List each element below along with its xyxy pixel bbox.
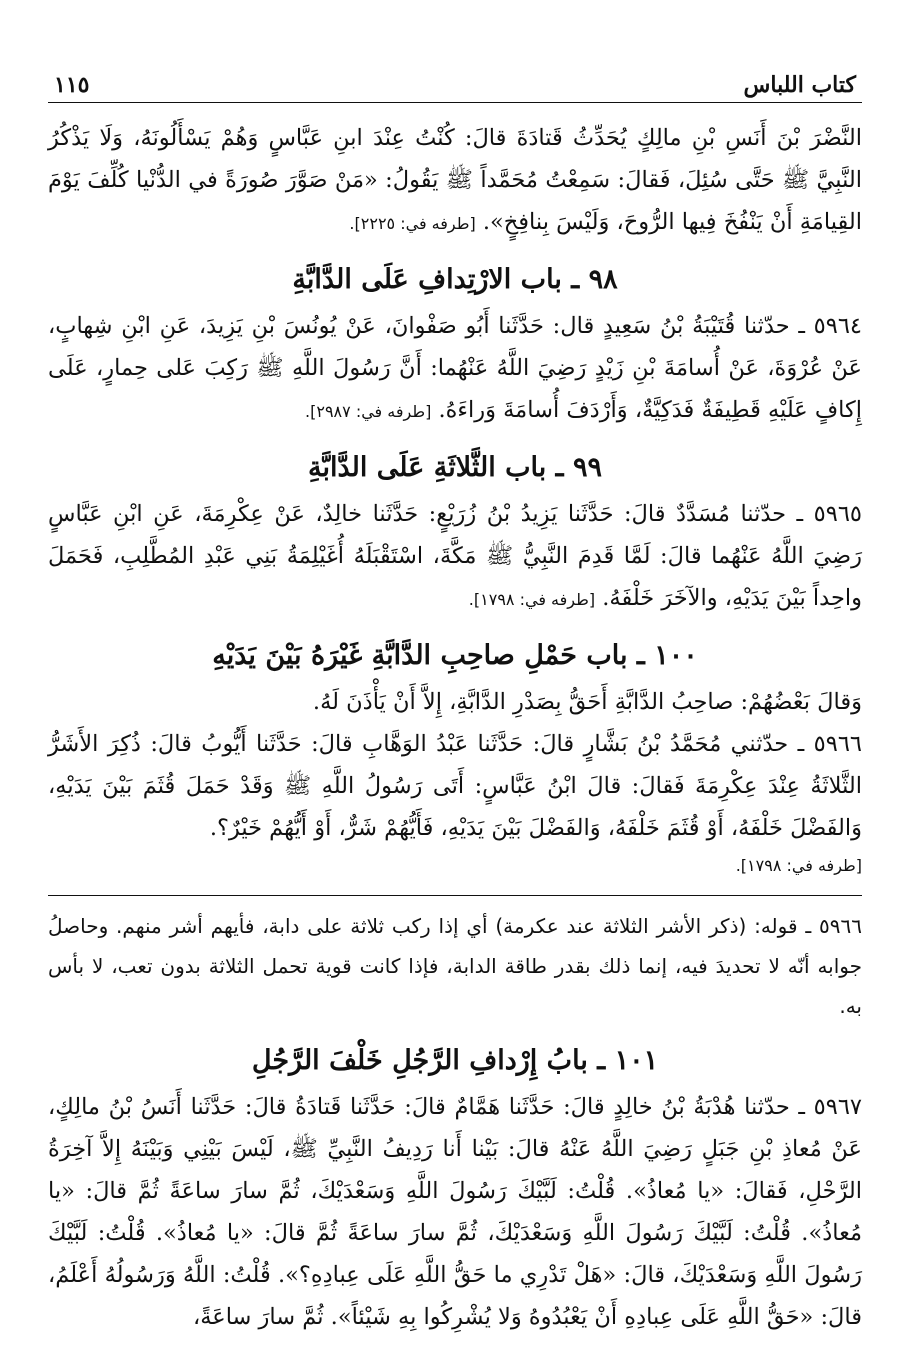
cross-reference: [طرفه في: ١٧٩٨]. [735, 856, 862, 875]
cross-reference: [طرفه في: ١٧٩٨]. [468, 590, 596, 609]
chapter-heading-101: ١٠١ ـ بابُ إِرْدافِ الرَّجُلِ خَلْفَ الرَّجُلِ [251, 1045, 659, 1076]
hadith-5967: ٥٩٦٧ ـ حدّثنا هُدْبَةُ بْنُ خالِدٍ قالَ: حَدَّثَنا هَمَّامٌ قالَ: حَدَّثَنا قَتادَةُ قالَ: حَدَّثَنا أَنَسُ بْنُ مالِكٍ، عَنْ مُعاذِ بْنِ جَبَلٍ رَضِيَ اللَّهُ عَنْهُ قالَ: بَيْنا أَنا رَدِيفُ النَّبِيِّ ﷺ، لَيْسَ بَيْنِي وَبَيْنَهُ إِلاَّ آخِرَةُ الرَّحْلِ، فَقالَ: «يا مُعاذُ». قُلْتُ: لَبَّيْكَ رَسُولَ اللَّهِ وَسَعْدَيْكَ، ثُمَّ سارَ ساعَةً ثُمَّ قالَ: «يا مُعاذُ». قُلْتُ: لَبَّيْكَ رَسُولَ اللَّهِ وَسَعْدَيْكَ، ثُمَّ سارَ ساعَةً ثُمَّ قالَ: «يا مُعاذُ». قُلْتُ: لَبَّيْكَ رَسُولَ اللَّهِ وَسَعْدَيْكَ، قالَ: «هَلْ تَدْرِي ما حَقُّ اللَّهِ عَلَى عِبادِهِ؟». قُلْتُ: اللَّهُ وَرَسُولُهُ أَعْلَمُ، قالَ: «حَقُّ اللَّهِ عَلَى عِبادِهِ أَنْ يَعْبُدُوهُ وَلا يُشْرِكُوا بِهِ شَيْئاً». ثُمَّ سارَ ساعَةً، [48, 1094, 862, 1330]
hadith-5966: ٥٩٦٦ ـ حدّثني مُحَمَّدُ بْنُ بَشَّارٍ قالَ: حَدَّثَنا عَبْدُ الوَهَّابِ قالَ: حَدَّثَنا أَيُّوبُ قالَ: ذُكِرَ الأَشَرُّ الثَّلاثَةُ عِنْدَ عِكْرِمَةَ فَقالَ: قالَ ابْنُ عَبَّاسٍ: أَتَى رَسُولُ اللَّهِ ﷺ وَقَدْ حَمَلَ قُثَمَ بَيْنَ يَدَيْهِ، وَالفَضْلَ خَلْفَهُ، أَوْ قُثَمَ خَلْفَهُ، وَالفَضْلَ بَيْنَ يَدَيْهِ، فَأَيُّهُمْ شَرٌّ، أَوْ أَيُّهُمْ خَيْرٌ؟. [48, 731, 862, 841]
hadith-body: ٥٩٦٥ ـ حدّثنا مُسَدَّدٌ قالَ: حَدَّثَنا يَزِيدُ بْنُ زُرَيْعٍ: حَدَّثَنا خالِدٌ، عَنْ عِكْرِمَةَ، عَنِ ابْنِ عَبَّاسٍ رَضِيَ اللَّهُ عَنْهُما قالَ: لَمَّا قَدِمَ النَّبِيُّ ﷺ مَكَّةَ، اسْتَقْبَلَهُ أُغَيْلِمَةُ بَنِي عَبْدِ المُطَّلِبِ، فَحَمَلَ واحِداً بَيْنَ يَدَيْهِ، والآخَرَ خَلْفَهُ. [48, 501, 862, 611]
hadith-text-continued [48, 117, 862, 245]
chapter-note: وَقالَ بَعْضُهُمْ: صاحِبُ الدَّابَّةِ أَحَقُّ بِصَدْرِ الدَّابَّةِ، إِلاَّ أَنْ يَأْذَنَ لَهُ. [312, 689, 862, 715]
chapter-heading-100: ١٠٠ ـ باب حَمْلِ صاحِبِ الدَّابَّةِ غَيْرَهُ بَيْنَ يَدَيْهِ [212, 640, 698, 671]
cross-reference: [طرفه في: ٢٢٢٥]. [349, 214, 476, 233]
page-number: ١١٥ [54, 72, 90, 98]
commentary-5966: ٥٩٦٦ ـ قوله: (ذكر الأشر الثلاثة عند عكرمة) أي إذا ركب ثلاثة على دابة، فأيهم أشر منهم. وحاصلُ جوابه أنّه لا تحديدَ فيه، إنما ذلك بقدر طاقة الدابة، فإذا كانت قوية تحمل الثلاثة بدون تعب، لا بأس به. [48, 895, 862, 1026]
book-title: كتاب اللباس [743, 72, 856, 98]
cross-reference: [طرفه في: ٢٩٨٧]. [305, 402, 432, 421]
hadith-body: ٥٩٦٤ ـ حدّثنا قُتَيْبَةُ بْنُ سَعِيدٍ قال: حَدَّثَنا أَبُو صَفْوانَ، عَنْ يُونُسَ بْنِ يَزِيدَ، عَنِ ابْنِ شِهابٍ، عَنْ عُرْوَةَ، عَنْ أُسامَةَ بْنِ زَيْدٍ رَضِيَ اللَّهُ عَنْهُما: أَنَّ رَسُولَ اللَّهِ ﷺ رَكِبَ عَلى حِمارٍ، عَلَى إِكافٍ عَلَيْهِ قَطِيفَةٌ فَدَكِيَّةٌ، وَأَرْدَفَ أُسامَةَ وَراءَهُ. [48, 313, 862, 423]
chapter-heading-99: ٩٩ ـ باب الثَّلاثَةِ عَلَى الدَّابَّةِ [307, 452, 602, 483]
chapter-heading-98: ٩٨ ـ باب الارْتِدافِ عَلَى الدَّابَّةِ [292, 264, 618, 295]
hadith-5965 [48, 493, 862, 621]
running-header [48, 60, 862, 103]
hadith-5964 [48, 305, 862, 433]
hadith-body: النَّضْرَ بْنَ أَنَسِ بْنِ مالِكٍ يُحَدِّثُ قَتادَةَ قالَ: كُنْتُ عِنْدَ ابنِ عَبَّاسٍ وَهُمْ يَسْأَلُونَهُ، وَلَا يَذْكُرُ النَّبِيَّ ﷺ حَتَّى سُئِلَ، فَقالَ: سَمِعْتُ مُحَمَّداً ﷺ يَقُولُ: «مَنْ صَوَّرَ صُورَةً في الدُّنْيا كُلِّفَ يَوْمَ القِيامَةِ أَنْ يَنْفُخَ فِيها الرُّوحَ، وَلَيْسَ بِنافِخٍ». [48, 125, 862, 235]
